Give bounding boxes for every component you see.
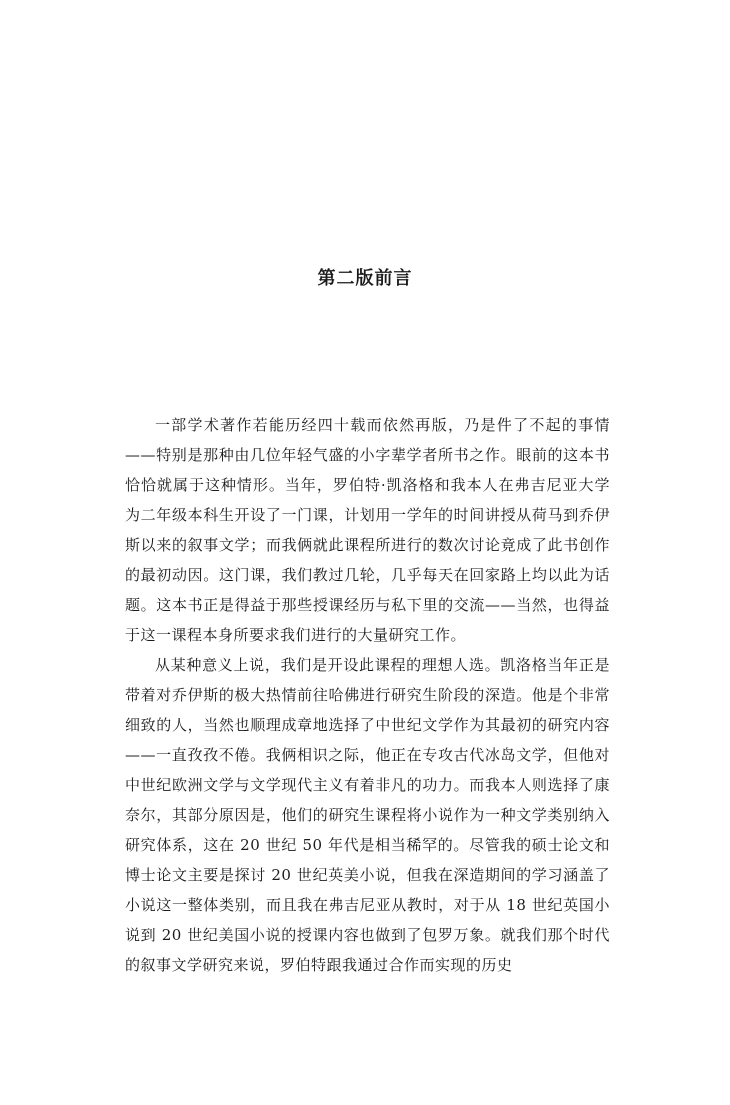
paragraph-1: 一部学术著作若能历经四十载而依然再版，乃是件了不起的事情——特别是那种由几位年轻气盛的小字辈学者所书之作。眼前的这本书恰恰就属于这种情形。当年，罗伯特·凯洛格和我本人在弗吉尼亚大学为二年级本科生开设了一门课，计划用一学年的时间讲授从荷马到乔伊斯以来的叙事文学；而我俩就此课程所进行的数次讨论竟成了此书创作的最初动因。这门课，我们教过几轮，几乎每天在回家路上均以此为话题。这本书正是得益于那些授课经历与私下里的交流——当然，也得益于这一课程本身所要求我们进行的大量研究工作。	[125, 416, 610, 644]
paragraph-2: 从某种意义上说，我们是开设此课程的理想人选。凯洛格当年正是带着对乔伊斯的极大热情前往哈佛进行研究生阶段的深造。他是个非常细致的人，当然也顺理成章地选择了中世纪文学作为其最初的研究内容——一直孜孜不倦。我俩相识之际，他正在专攻古代冰岛文学，但他对中世纪欧洲文学与文学现代主义有着非凡的功力。而我本人则选择了康奈尔，其部分原因是，他们的研究生课程将小说作为一种文学类别纳入研究体系，这在 20 世纪 50 年代是相当稀罕的。尽管我的硕士论文和博士论文主要是探讨 20 世纪英美小说，但我在深造期间的学习涵盖了小说这一整体类别，而且我在弗吉尼亚从教时，对于从 18 世纪英国小说到 20 世纪美国小说的授课内容也做到了包罗万象。就我们那个时代的叙事文学研究来说，罗伯特跟我通过合作而实现的历史	[125, 656, 610, 974]
body-text	[125, 410, 610, 980]
page-title: 第二版前言	[317, 268, 413, 289]
